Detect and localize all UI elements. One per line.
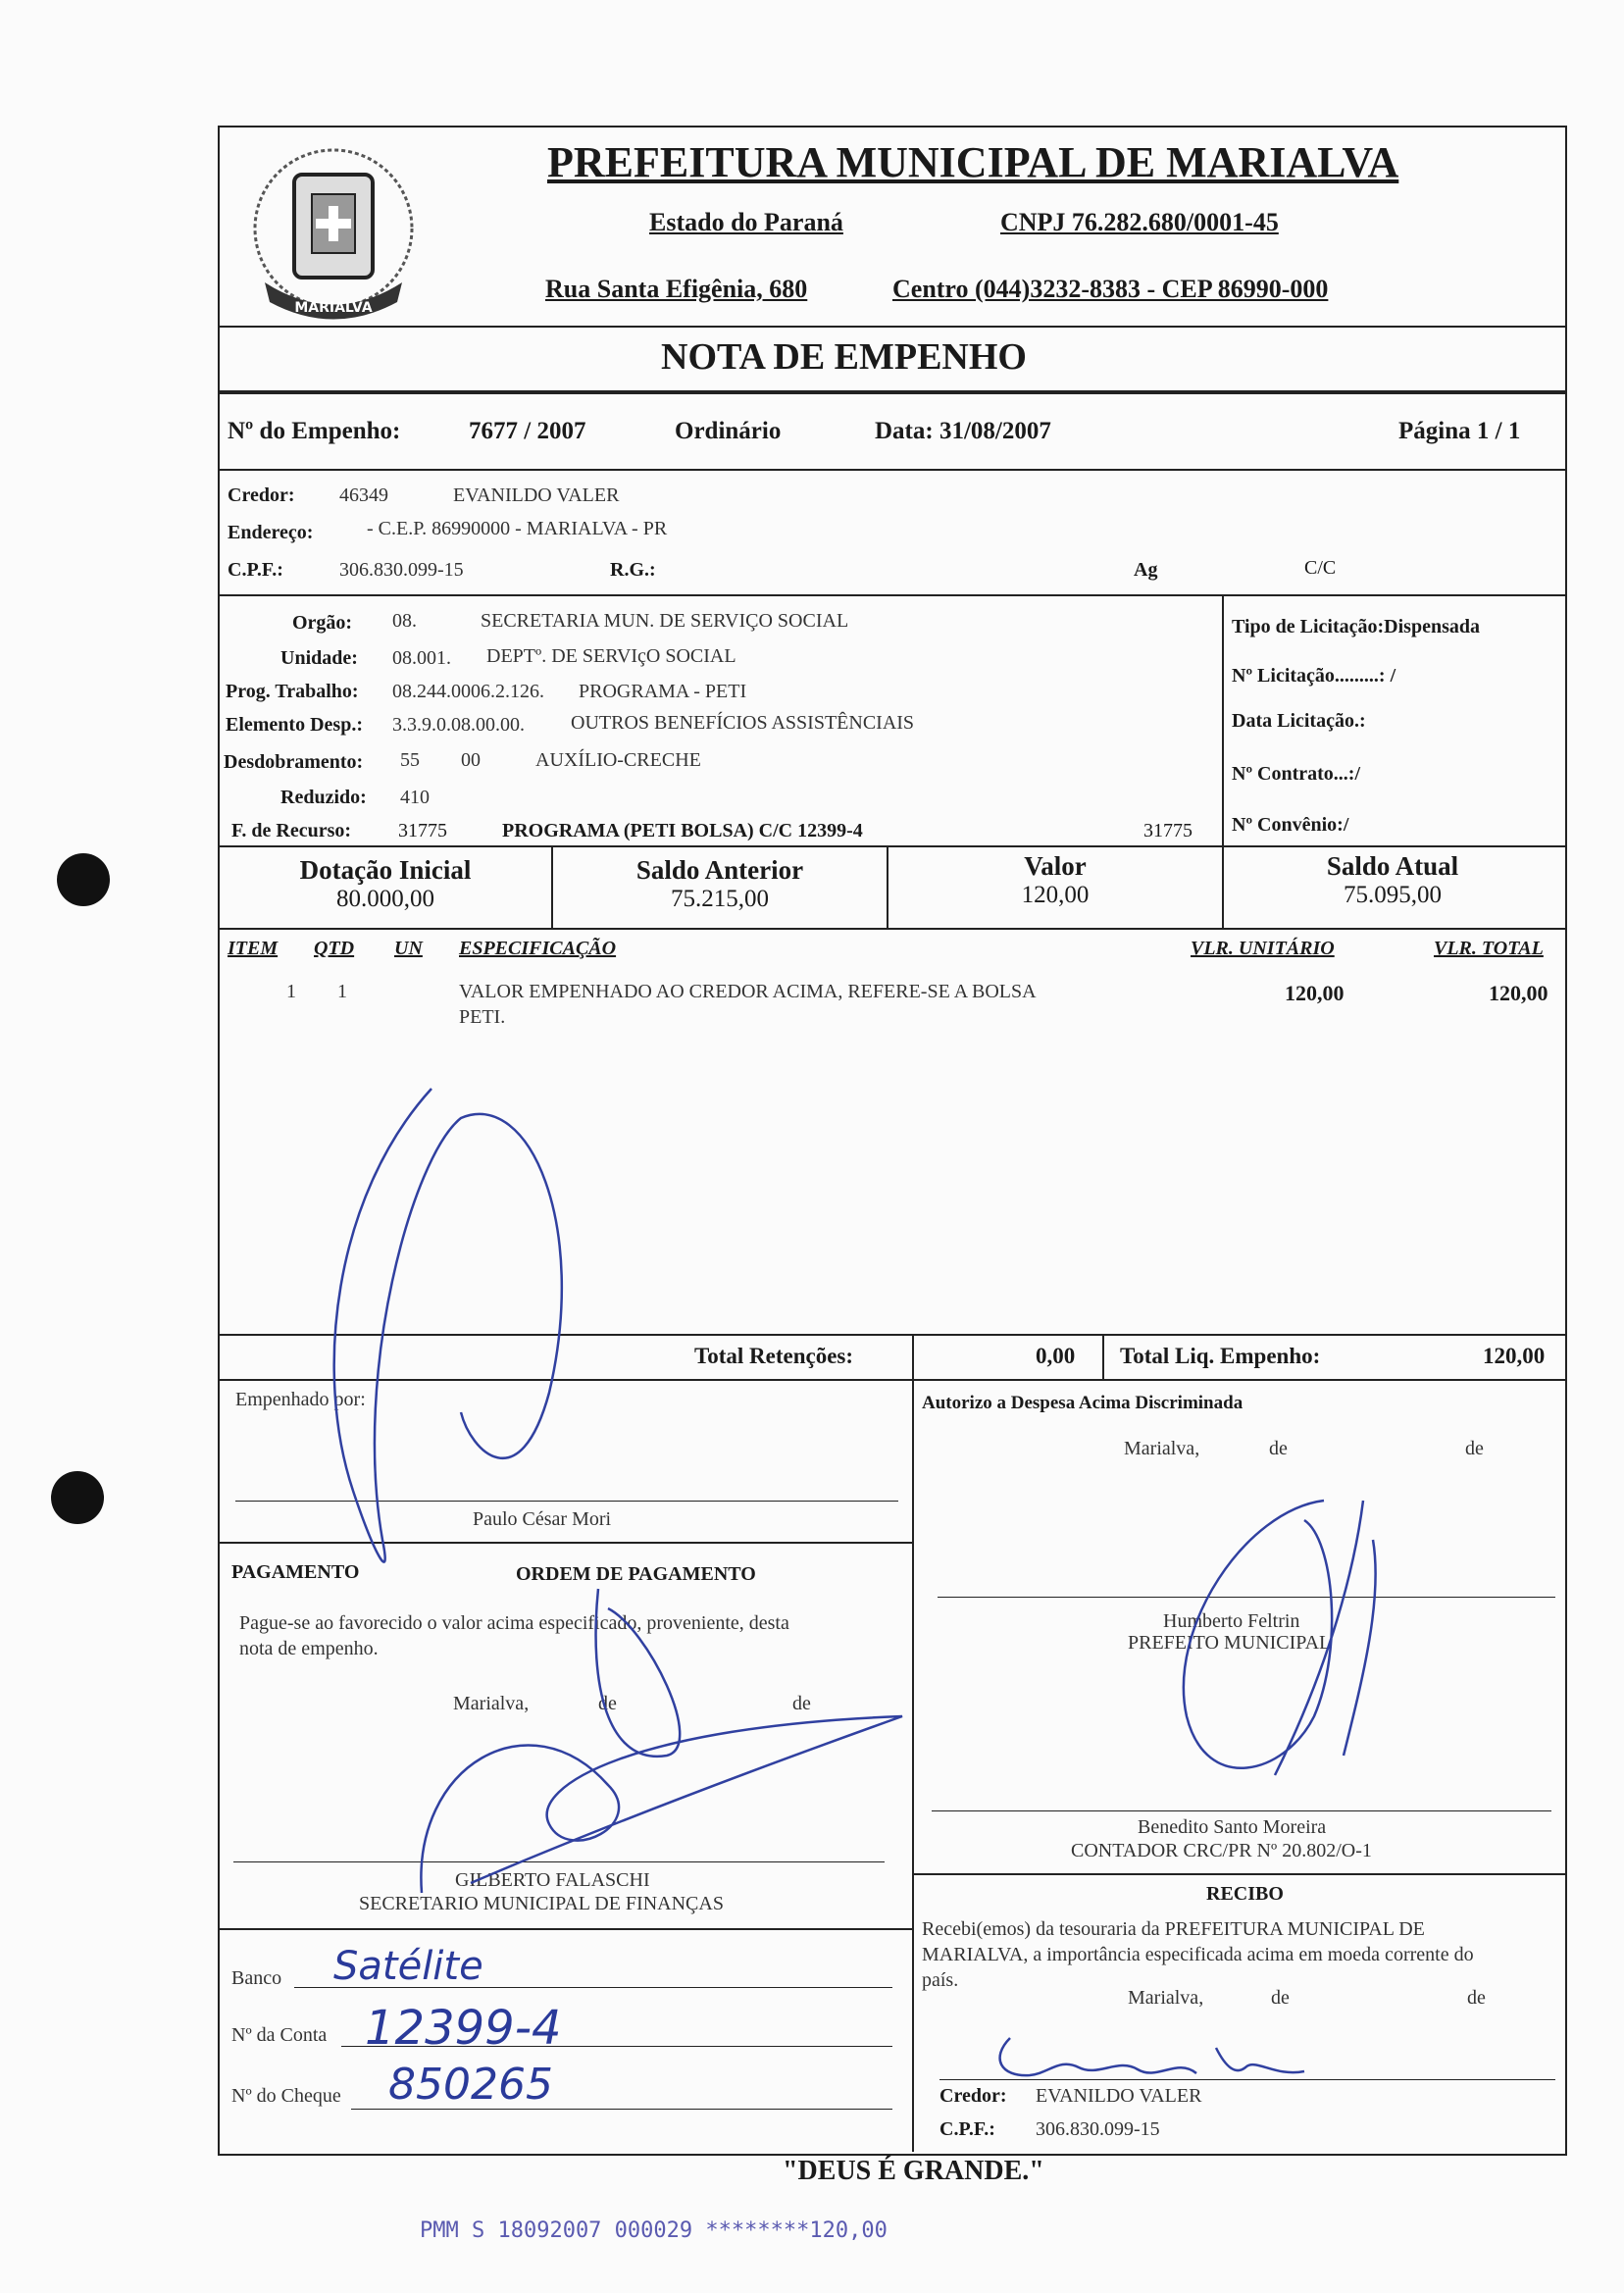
balance-anterior xyxy=(553,855,887,913)
balance-dotacao-label: Dotação Inicial xyxy=(299,855,472,885)
recibo-title: RECIBO xyxy=(1206,1883,1284,1905)
reduzido-label: Reduzido: xyxy=(280,787,367,808)
prog-label: Prog. Trabalho: xyxy=(226,681,359,702)
recibo-place: Marialva, xyxy=(1128,1987,1204,2009)
recurso-code: 31775 xyxy=(1143,820,1193,841)
recibo-de1: de xyxy=(1271,1987,1290,2009)
cheque-label: Nº do Cheque xyxy=(231,2085,341,2107)
contador-name: Benedito Santo Moreira xyxy=(1138,1816,1327,1838)
conta-handwritten: 12399-4 xyxy=(365,2001,562,2056)
licitacao-tipo: Tipo de Licitação:Dispensada xyxy=(1232,616,1480,637)
orgao-name: SECRETARIA MUN. DE SERVIÇO SOCIAL xyxy=(481,610,849,632)
cpf-label: C.P.F.: xyxy=(228,559,283,581)
credor-code: 46349 xyxy=(339,484,388,506)
prefeito-title: PREFEITO MUNICIPAL xyxy=(1128,1632,1332,1654)
punch-hole-bottom xyxy=(51,1471,104,1524)
recibo-cpf: 306.830.099-15 xyxy=(1036,2118,1160,2140)
balance-dotacao xyxy=(220,855,551,913)
table-row xyxy=(218,981,1563,1040)
pague-line1: Pague-se ao favorecido o valor acima especificado, proveniente, desta xyxy=(239,1612,789,1634)
recibo-credor-name: EVANILDO VALER xyxy=(1036,2085,1202,2107)
right-de1: de xyxy=(1269,1438,1288,1459)
prefeito-name: Humberto Feltrin xyxy=(1163,1610,1300,1632)
document-title: NOTA DE EMPENHO xyxy=(661,336,1027,378)
reduzido-value: 410 xyxy=(400,787,430,808)
recurso-value: 31775 xyxy=(398,820,447,841)
secretario-title: SECRETARIO MUNICIPAL DE FINANÇAS xyxy=(359,1893,724,1914)
item-qtd: 1 xyxy=(337,981,347,1002)
contador-title: CONTADOR CRC/PR Nº 20.802/O-1 xyxy=(1071,1840,1372,1861)
prog-code: 08.244.0006.2.126. xyxy=(392,681,544,702)
address-label: Endereço: xyxy=(228,522,314,543)
unidade-label: Unidade: xyxy=(280,647,358,669)
conta-label: Nº da Conta xyxy=(231,2024,328,2046)
empenhado-label: Empenhado por: xyxy=(235,1389,366,1410)
prog-name: PROGRAMA - PETI xyxy=(579,681,747,702)
header-title: PREFEITURA MUNICIPAL DE MARIALVA xyxy=(547,138,1399,186)
balance-anterior-value: 75.215,00 xyxy=(671,886,769,912)
desdob-label: Desdobramento: xyxy=(224,751,364,773)
empenho-type: Ordinário xyxy=(675,418,782,444)
ordem-label: ORDEM DE PAGAMENTO xyxy=(516,1563,756,1585)
unidade-name: DEPTº. DE SERVIçO SOCIAL xyxy=(486,645,736,667)
empenho-page: Página 1 / 1 xyxy=(1398,418,1521,444)
header-address: Rua Santa Efigênia, 680 xyxy=(545,275,808,303)
recibo-line3: país. xyxy=(922,1969,959,1991)
recibo-cpf-label: C.P.F.: xyxy=(939,2118,995,2140)
items-header-total: VLR. TOTAL xyxy=(1434,938,1544,959)
recibo-line1: Recebi(emos) da tesouraria da PREFEITURA MUNICIPAL DE xyxy=(922,1918,1425,1940)
empenho-number-label: Nº do Empenho: xyxy=(228,418,401,444)
header-state: Estado do Paraná xyxy=(649,208,843,236)
rg-label: R.G.: xyxy=(610,559,656,581)
items-header-un: UN xyxy=(394,938,423,959)
header-contact: Centro (044)3232-8383 - CEP 86990-000 xyxy=(892,275,1329,303)
right-de2: de xyxy=(1465,1438,1484,1459)
desdob-a: 55 xyxy=(400,749,420,771)
item-spec-line2: PETI. xyxy=(459,1006,506,1028)
recibo-line2: MARIALVA, a importância especificada acima em moeda corrente do xyxy=(922,1944,1474,1965)
items-header-qtd: QTD xyxy=(314,938,355,959)
cheque-handwritten: 850265 xyxy=(388,2060,553,2110)
licitacao-data: Data Licitação.: xyxy=(1232,710,1366,732)
liq-label: Total Liq. Empenho: xyxy=(1120,1344,1321,1368)
empenho-date: Data: 31/08/2007 xyxy=(875,418,1051,444)
empenhado-name: Paulo César Mori xyxy=(473,1508,612,1530)
footer-motto: "DEUS É GRANDE." xyxy=(783,2156,1044,2186)
retencoes-value: 0,00 xyxy=(1036,1344,1076,1368)
desdob-name: AUXÍLIO-CRECHE xyxy=(535,749,701,771)
licitacao-numero: Nº Licitação.........: / xyxy=(1232,665,1396,687)
left-place: Marialva, xyxy=(453,1693,530,1714)
items-header-unit: VLR. UNITÁRIO xyxy=(1191,938,1335,959)
items-header-item: ITEM xyxy=(228,938,279,959)
banco-handwritten: Satélite xyxy=(333,1944,483,1989)
balance-atual-value: 75.095,00 xyxy=(1344,882,1442,908)
cc-label: C/C xyxy=(1304,557,1337,579)
item-unit-value: 120,00 xyxy=(1285,981,1345,1005)
balance-atual-label: Saldo Atual xyxy=(1326,851,1459,881)
licitacao-contrato: Nº Contrato...:/ xyxy=(1232,763,1361,785)
recibo-credor-label: Credor: xyxy=(939,2085,1007,2107)
recibo-de2: de xyxy=(1467,1987,1486,2009)
footer-stamp: PMM S 18092007 000029 ********120,00 xyxy=(420,2218,888,2243)
credor-address: - C.E.P. 86990000 - MARIALVA - PR xyxy=(367,518,668,539)
orgao-code: 08. xyxy=(392,610,417,632)
credor-name: EVANILDO VALER xyxy=(453,484,620,506)
credor-cpf: 306.830.099-15 xyxy=(339,559,464,581)
pagamento-label: PAGAMENTO xyxy=(231,1561,360,1583)
recurso-name: PROGRAMA (PETI BOLSA) C/C 12399-4 xyxy=(502,820,863,841)
desdob-b: 00 xyxy=(461,749,481,771)
item-spec-line1: VALOR EMPENHADO AO CREDOR ACIMA, REFERE-SE A BOLSA xyxy=(459,981,1037,1002)
items-header-spec: ESPECIFICAÇÃO xyxy=(459,938,617,959)
orgao-label: Orgão: xyxy=(292,612,353,634)
elemento-code: 3.3.9.0.08.00.00. xyxy=(392,714,525,736)
pague-line2: nota de empenho. xyxy=(239,1638,379,1659)
balance-atual xyxy=(1224,851,1561,909)
left-de1: de xyxy=(598,1693,617,1714)
empenho-number: 7677 / 2007 xyxy=(469,418,586,444)
left-de2: de xyxy=(792,1693,811,1714)
item-total-value: 120,00 xyxy=(1489,981,1548,1005)
elemento-name: OUTROS BENEFÍCIOS ASSISTÊNCIAIS xyxy=(571,712,915,734)
item-number: 1 xyxy=(286,981,296,1002)
banco-label: Banco xyxy=(231,1967,282,1989)
header-cnpj: CNPJ 76.282.680/0001-45 xyxy=(1000,208,1279,236)
balance-valor-value: 120,00 xyxy=(1021,882,1090,908)
balance-anterior-label: Saldo Anterior xyxy=(635,855,804,885)
credor-label: Credor: xyxy=(228,484,295,506)
municipal-crest-icon xyxy=(235,135,431,331)
liq-value: 120,00 xyxy=(1483,1344,1546,1368)
recurso-label: F. de Recurso: xyxy=(231,820,352,841)
balance-valor-label: Valor xyxy=(1024,851,1087,881)
unidade-code: 08.001. xyxy=(392,647,451,669)
right-place: Marialva, xyxy=(1124,1438,1200,1459)
retencoes-label: Total Retenções: xyxy=(694,1344,854,1368)
punch-hole-top xyxy=(57,853,110,906)
licitacao-convenio: Nº Convênio:/ xyxy=(1232,814,1349,836)
balance-dotacao-value: 80.000,00 xyxy=(336,886,434,912)
ag-label: Ag xyxy=(1134,559,1158,581)
crest-label: MARIALVA xyxy=(294,300,373,316)
balance-valor xyxy=(888,851,1222,909)
autorizo-label: Autorizo a Despesa Acima Discriminada xyxy=(922,1393,1243,1413)
secretario-name: GILBERTO FALASCHI xyxy=(455,1869,650,1891)
elemento-label: Elemento Desp.: xyxy=(226,714,363,736)
